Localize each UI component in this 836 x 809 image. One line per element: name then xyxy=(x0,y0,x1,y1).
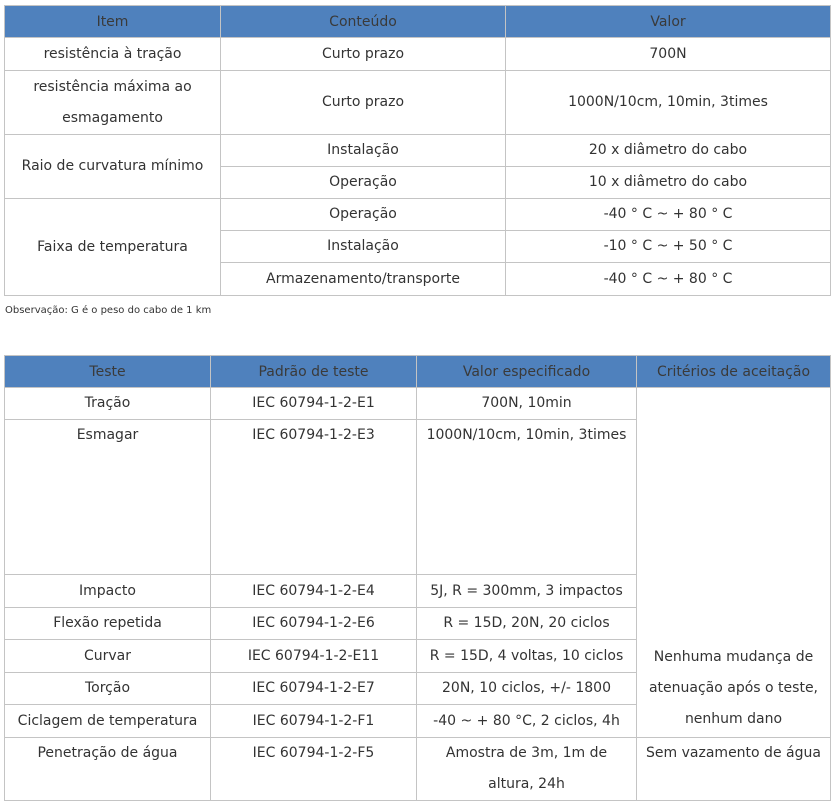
header-test: Teste xyxy=(5,356,211,388)
content-cell: Instalação xyxy=(221,135,506,167)
table-note: Observação: G é o peso do cabo de 1 km xyxy=(5,305,212,316)
value-cell: -40 ° C ~ + 80 ° C xyxy=(506,263,831,296)
table-header-row xyxy=(5,356,831,388)
value-cell: 1000N/10cm, 10min, 3times xyxy=(506,71,831,135)
standard-cell: IEC 60794-1-2-F5 xyxy=(211,738,417,801)
test-cell: Torção xyxy=(5,673,211,705)
table-header-row xyxy=(5,6,831,38)
test-cell: Tração xyxy=(5,388,211,420)
value-cell: 700N, 10min xyxy=(417,388,637,420)
value-cell: -40 ° C ~ + 80 ° C xyxy=(506,199,831,231)
header-specified-value: Valor especificado xyxy=(417,356,637,388)
standard-cell: IEC 60794-1-2-E4 xyxy=(211,575,417,608)
test-cell: Flexão repetida xyxy=(5,608,211,640)
header-acceptance-criteria: Critérios de aceitação xyxy=(637,356,831,388)
criteria-cell: Sem vazamento de água xyxy=(637,738,831,801)
content-cell: Curto prazo xyxy=(221,71,506,135)
table-row xyxy=(5,135,831,167)
content-cell: Operação xyxy=(221,199,506,231)
header-item: Item xyxy=(5,6,221,38)
header-content: Conteúdo xyxy=(221,6,506,38)
standard-cell: IEC 60794-1-2-E6 xyxy=(211,608,417,640)
standard-cell: IEC 60794-1-2-E3 xyxy=(211,420,417,575)
item-cell: resistência à tração xyxy=(5,38,221,71)
standard-cell: IEC 60794-1-2-E11 xyxy=(211,640,417,673)
table-row xyxy=(5,71,831,135)
table-row xyxy=(5,738,831,801)
cable-properties-table xyxy=(4,5,831,296)
item-cell: Faixa de temperatura xyxy=(5,199,221,296)
content-cell: Instalação xyxy=(221,231,506,263)
value-cell: R = 15D, 4 voltas, 10 ciclos xyxy=(417,640,637,673)
test-cell: Esmagar xyxy=(5,420,211,575)
test-cell: Ciclagem de temperatura xyxy=(5,705,211,738)
table-row xyxy=(5,199,831,231)
value-cell: R = 15D, 20N, 20 ciclos xyxy=(417,608,637,640)
test-cell: Penetração de água xyxy=(5,738,211,801)
content-cell: Armazenamento/transporte xyxy=(221,263,506,296)
item-cell: resistência máxima ao esmagamento xyxy=(5,71,221,135)
test-cell: Curvar xyxy=(5,640,211,673)
value-cell: -10 ° C ~ + 50 ° C xyxy=(506,231,831,263)
content-cell: Operação xyxy=(221,167,506,199)
value-cell: 20N, 10 ciclos, +/- 1800 xyxy=(417,673,637,705)
value-cell: 10 x diâmetro do cabo xyxy=(506,167,831,199)
content-cell: Curto prazo xyxy=(221,38,506,71)
table-row xyxy=(5,38,831,71)
header-standard: Padrão de teste xyxy=(211,356,417,388)
test-cell: Impacto xyxy=(5,575,211,608)
value-cell: Amostra de 3m, 1m de altura, 24h xyxy=(417,738,637,801)
item-cell: Raio de curvatura mínimo xyxy=(5,135,221,199)
value-cell: 5J, R = 300mm, 3 impactos xyxy=(417,575,637,608)
value-cell: 700N xyxy=(506,38,831,71)
standard-cell: IEC 60794-1-2-E7 xyxy=(211,673,417,705)
test-results-table xyxy=(4,355,831,801)
value-cell: -40 ~ + 80 °C, 2 ciclos, 4h xyxy=(417,705,637,738)
table-row xyxy=(5,388,831,420)
value-cell: 1000N/10cm, 10min, 3times xyxy=(417,420,637,575)
standard-cell: IEC 60794-1-2-F1 xyxy=(211,705,417,738)
value-cell: 20 x diâmetro do cabo xyxy=(506,135,831,167)
header-value: Valor xyxy=(506,6,831,38)
criteria-cell: Nenhuma mudança de atenuação após o teste, nenhum dano xyxy=(637,388,831,738)
standard-cell: IEC 60794-1-2-E1 xyxy=(211,388,417,420)
